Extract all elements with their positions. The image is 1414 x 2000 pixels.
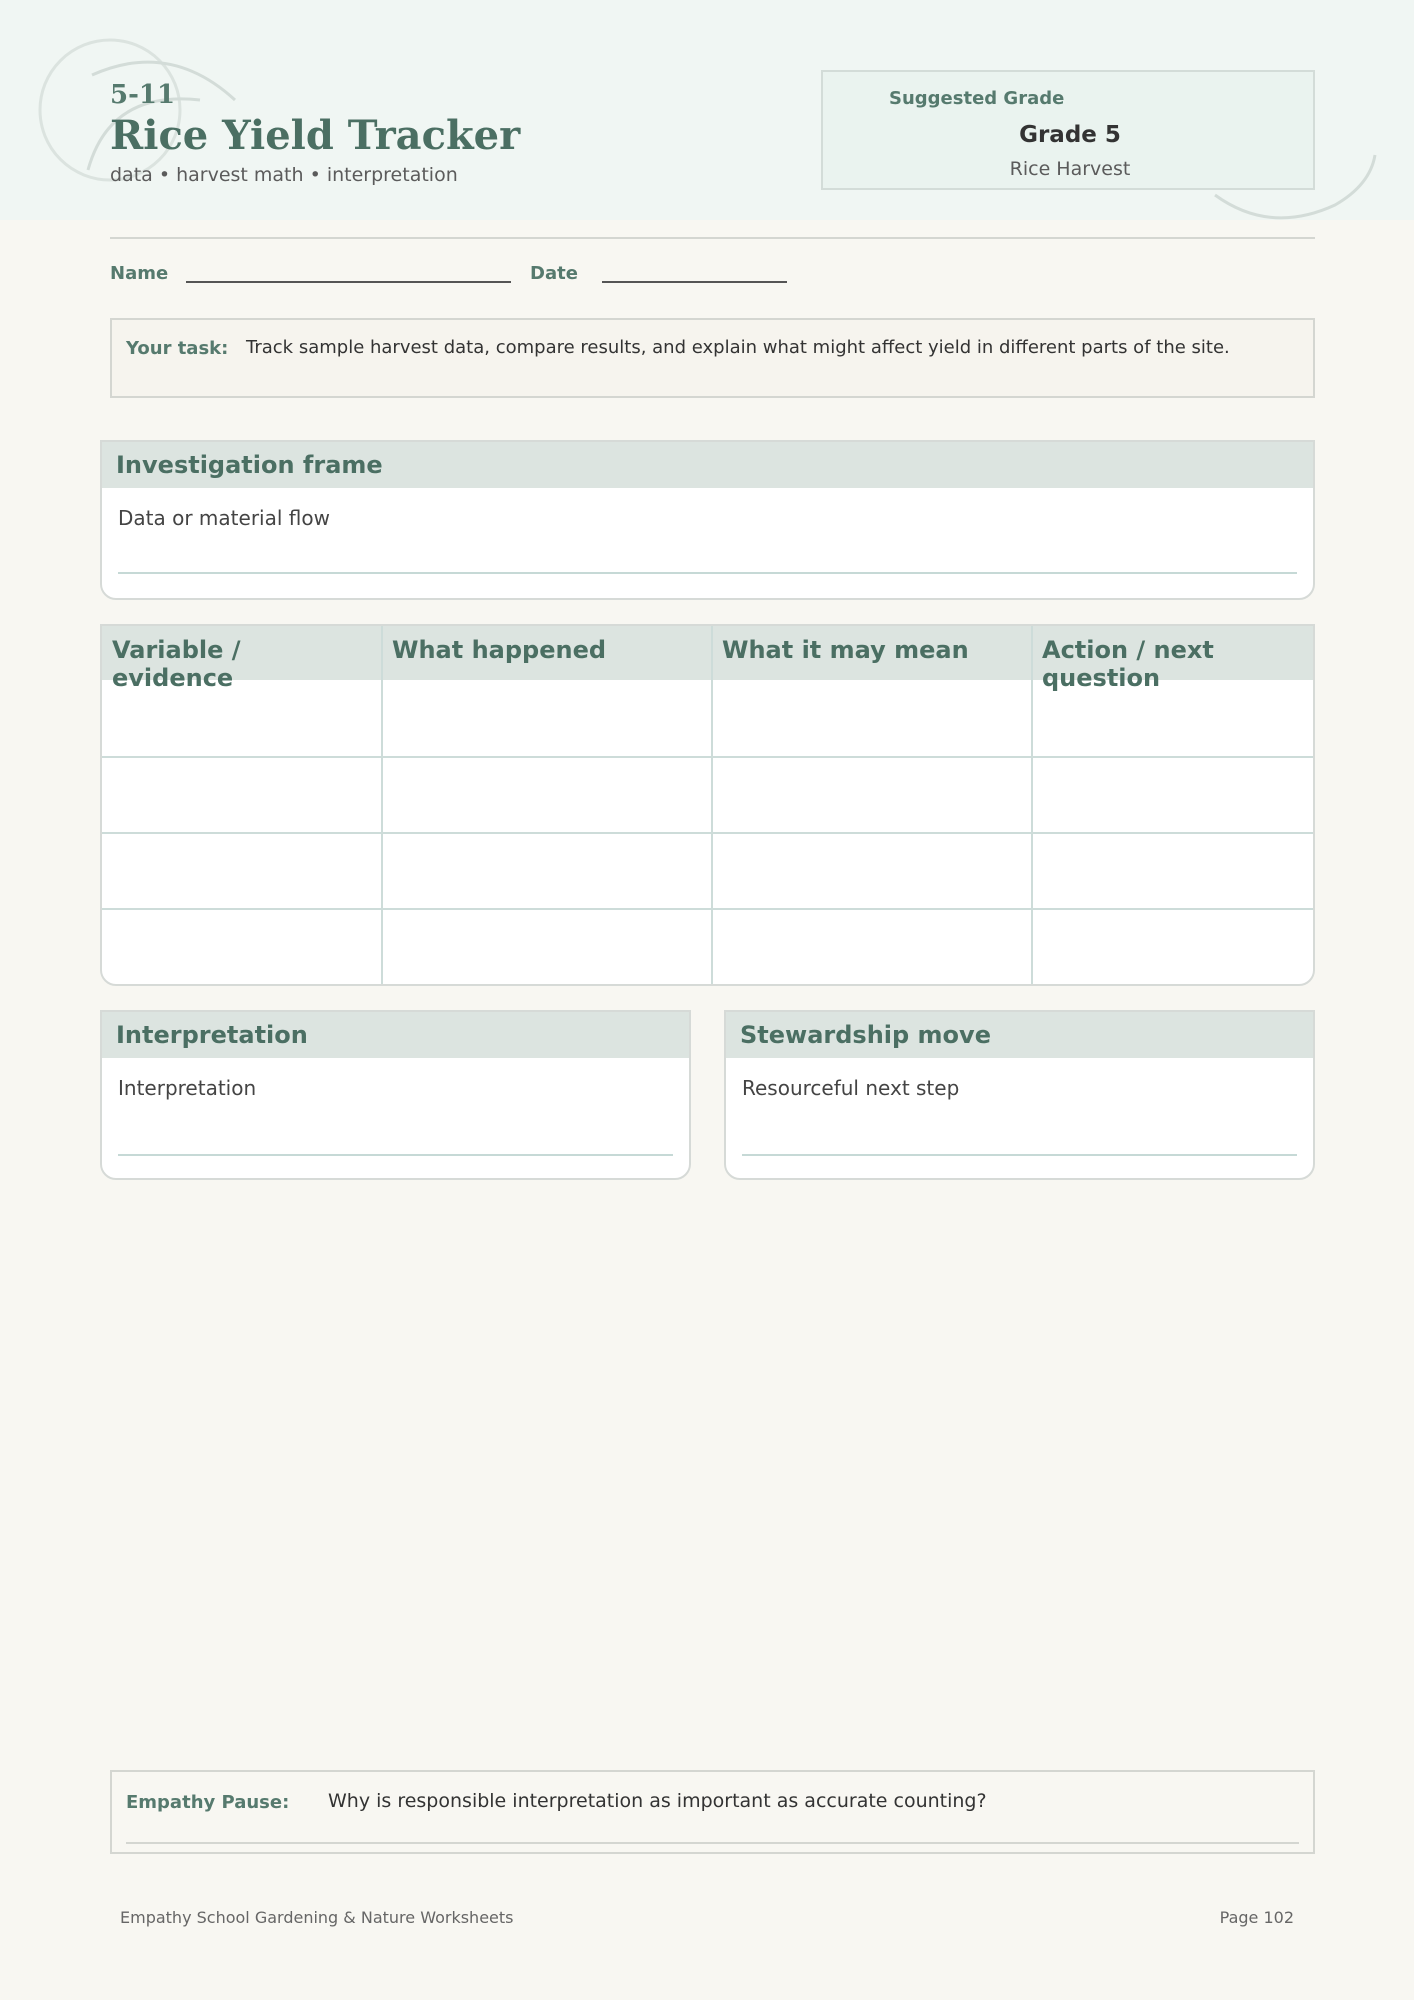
column-header-what-happened: What happened xyxy=(392,636,607,664)
stewardship-answer-line[interactable] xyxy=(742,1154,1297,1156)
stewardship-heading: Stewardship move xyxy=(726,1012,1313,1058)
page-subtitle: data • harvest math • interpretation xyxy=(110,164,458,186)
investigation-answer-line[interactable] xyxy=(118,572,1297,574)
investigation-heading: Investigation frame xyxy=(102,442,1313,488)
column-header-variable: Variable / evidence xyxy=(112,636,241,692)
grade-value: Grade 5 xyxy=(1019,122,1121,148)
interpretation-heading: Interpretation xyxy=(102,1012,689,1058)
grade-box xyxy=(821,70,1315,190)
task-box xyxy=(110,318,1315,398)
date-label: Date xyxy=(530,263,578,284)
table-row[interactable] xyxy=(102,910,1313,986)
name-label: Name xyxy=(110,263,169,284)
header-divider xyxy=(110,237,1315,239)
worksheet-code: 5-11 xyxy=(110,80,176,110)
task-label: Your task: xyxy=(126,338,229,359)
empathy-label: Empathy Pause: xyxy=(126,1792,290,1813)
footer-publisher: Empathy School Gardening & Nature Worksheets xyxy=(120,1908,514,1927)
column-header-action: Action / next question xyxy=(1042,636,1214,692)
interpretation-answer-line[interactable] xyxy=(118,1154,673,1156)
page-number: Page 102 xyxy=(1219,1908,1294,1927)
evidence-table xyxy=(100,624,1315,986)
investigation-prompt: Data or material flow xyxy=(118,506,330,530)
task-text: Track sample harvest data, compare results, and explain what might affect yield in different parts of the site. xyxy=(246,337,1230,358)
empathy-answer-line[interactable] xyxy=(126,1842,1299,1844)
table-row[interactable] xyxy=(102,758,1313,832)
column-header-what-it-may-mean: What it may mean xyxy=(722,636,969,664)
investigation-panel xyxy=(100,440,1315,600)
interpretation-panel xyxy=(100,1010,691,1180)
name-field[interactable] xyxy=(186,281,511,283)
empathy-question: Why is responsible interpretation as important as accurate counting? xyxy=(328,1790,987,1812)
stewardship-panel xyxy=(724,1010,1315,1180)
table-row[interactable] xyxy=(102,680,1313,756)
empathy-pause-box xyxy=(110,1770,1315,1854)
grade-topic: Rice Harvest xyxy=(1009,158,1131,180)
date-field[interactable] xyxy=(602,281,787,283)
stewardship-prompt: Resourceful next step xyxy=(742,1076,960,1100)
table-row[interactable] xyxy=(102,834,1313,908)
page-title: Rice Yield Tracker xyxy=(110,112,521,159)
interpretation-prompt: Interpretation xyxy=(118,1076,257,1100)
grade-label: Suggested Grade xyxy=(889,88,1065,109)
